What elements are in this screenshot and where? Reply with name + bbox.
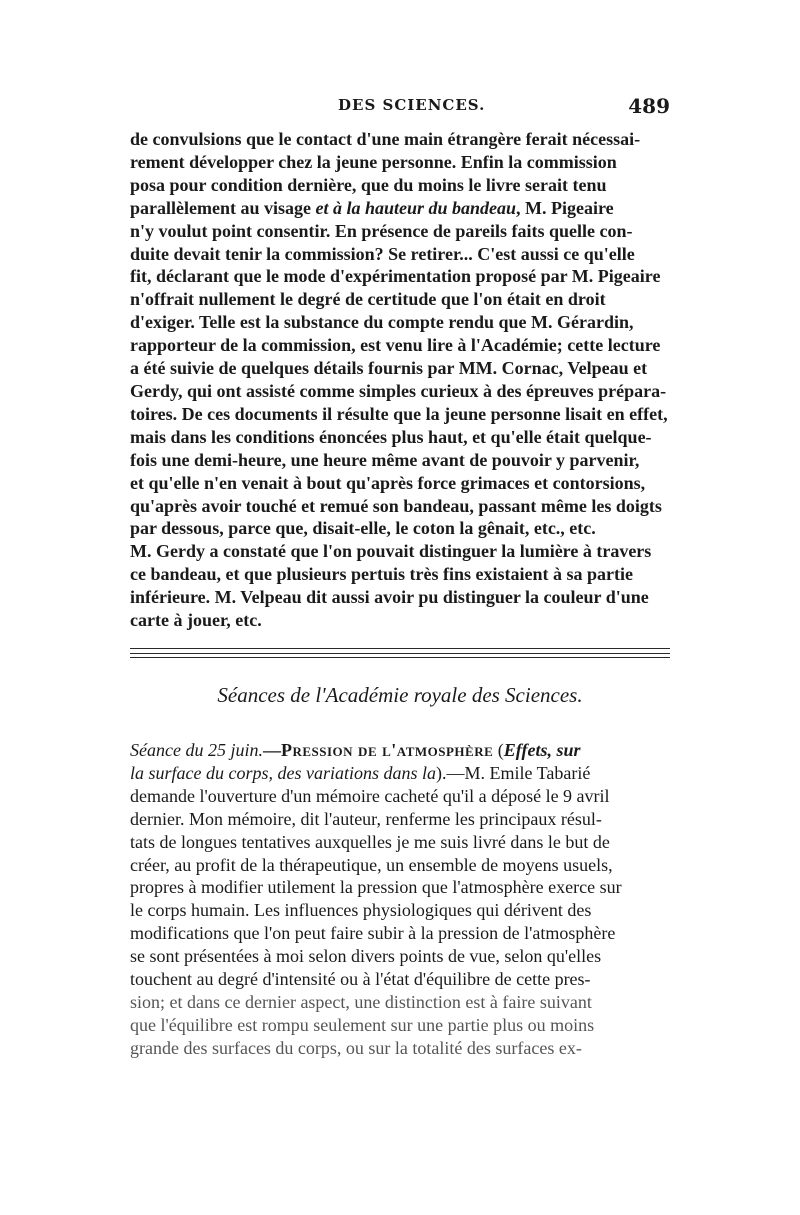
text-line: M. Gerdy a constaté que l'on pouvait distinguer la lumière à travers xyxy=(130,541,652,562)
text-line: demande l'ouverture d'un mémoire cacheté qu'il a déposé le 9 avril xyxy=(130,785,610,806)
text-line: ce bandeau, et que plusieurs pertuis très fins existaient à sa partie xyxy=(130,564,633,585)
text-line: fit, déclarant que le mode d'expérimentation proposé par M. Pigeaire xyxy=(130,266,661,287)
text-line: touchent au degré d'intensité ou à l'état d'équilibre de cette pres- xyxy=(130,969,591,990)
section-divider-rule xyxy=(130,657,670,658)
text-segment: parallèlement au visage xyxy=(130,197,316,218)
text-line: grande des surfaces du corps, ou sur la totalité des surfaces ex- xyxy=(130,1037,582,1058)
running-header xyxy=(130,94,670,124)
text-line: mais dans les conditions énoncées plus haut, et qu'elle était quelque- xyxy=(130,426,652,447)
page-number: 489 xyxy=(628,94,670,118)
italic-phrase: la surface du corps, des variations dans la xyxy=(130,762,436,783)
paragraph-seance-25-juin xyxy=(130,739,670,1060)
text-line: rement développer chez la jeune personne. Enfin la commission xyxy=(130,151,617,172)
text-line: carte à jouer, etc. xyxy=(130,610,262,631)
text-segment: , M. Pigeaire xyxy=(516,197,614,218)
text-line: que l'équilibre est rompu seulement sur une partie plus ou moins xyxy=(130,1014,595,1035)
paragraph-commission-report xyxy=(130,128,670,632)
text-line: de convulsions que le contact d'une main étrangère ferait nécessai- xyxy=(130,129,641,149)
text-line: fois une demi-heure, une heure même avant de pouvoir y parvenir, xyxy=(130,449,640,470)
text-line: tats de longues tentatives auxquelles je me suis livré dans le but de xyxy=(130,831,610,852)
text-line: dernier. Mon mémoire, dit l'auteur, renferme les principaux résul- xyxy=(130,808,602,829)
text-segment: ).—M. Emile Tabarié xyxy=(436,762,591,783)
text-line: Gerdy, qui ont assisté comme simples curieux à des épreuves prépara- xyxy=(130,380,667,401)
topic-title: Pression de l'atmosphère xyxy=(280,740,494,760)
text-line: a été suivie de quelques détails fournis par MM. Cornac, Velpeau et xyxy=(130,358,648,379)
text-line: qu'après avoir touché et remué son bandeau, passant même les doigts xyxy=(130,495,662,516)
text-line: toires. De ces documents il résulte que la jeune personne lisait en effet, xyxy=(130,403,668,424)
italic-phrase: Effets, sur xyxy=(503,740,581,760)
text-line: créer, au profit de la thérapeutique, un ensemble de moyens usuels, xyxy=(130,854,613,875)
text-line: n'offrait nullement le degré de certitude que l'on était en droit xyxy=(130,289,606,310)
section-divider-rule xyxy=(130,653,670,654)
text-line: rapporteur de la commission, est venu lire à l'Académie; cette lecture xyxy=(130,335,661,356)
section-heading: Séances de l'Académie royale des Sciences. xyxy=(217,683,583,707)
italic-phrase: et à la hauteur du bandeau xyxy=(315,197,517,218)
text-line: modifications que l'on peut faire subir à la pression de l'atmosphère xyxy=(130,923,616,944)
text-line: propres à modifier utilement la pression que l'atmosphère exerce sur xyxy=(130,877,622,898)
text-line: posa pour condition dernière, que du moins le livre serait tenu xyxy=(130,174,607,195)
text-segment: ( xyxy=(493,740,504,760)
text-line: sion; et dans ce dernier aspect, une distinction est à faire suivant xyxy=(130,991,592,1012)
text-line xyxy=(130,739,670,762)
running-title: DES SCIENCES. xyxy=(338,96,486,114)
text-line: et qu'elle n'en venait à bout qu'après force grimaces et contorsions, xyxy=(130,472,646,493)
em-dash: — xyxy=(262,740,281,760)
text-line xyxy=(130,197,670,220)
text-line: par dessous, parce que, disait-elle, le coton la gênait, etc., etc. xyxy=(130,518,596,539)
text-line: n'y voulut point consentir. En présence de pareils faits quelle con- xyxy=(130,220,633,241)
text-line xyxy=(130,762,670,785)
text-line: duite devait tenir la commission? Se retirer... C'est aussi ce qu'elle xyxy=(130,243,635,264)
text-line: le corps humain. Les influences physiologiques qui dérivent des xyxy=(130,900,592,921)
text-line: d'exiger. Telle est la substance du compte rendu que M. Gérardin, xyxy=(130,312,634,333)
text-line: inférieure. M. Velpeau dit aussi avoir pu distinguer la couleur d'une xyxy=(130,587,649,608)
text-line: se sont présentées à moi selon divers points de vue, selon qu'elles xyxy=(130,946,602,967)
section-divider-rule xyxy=(130,648,670,649)
seance-date: Séance du 25 juin. xyxy=(130,740,263,760)
